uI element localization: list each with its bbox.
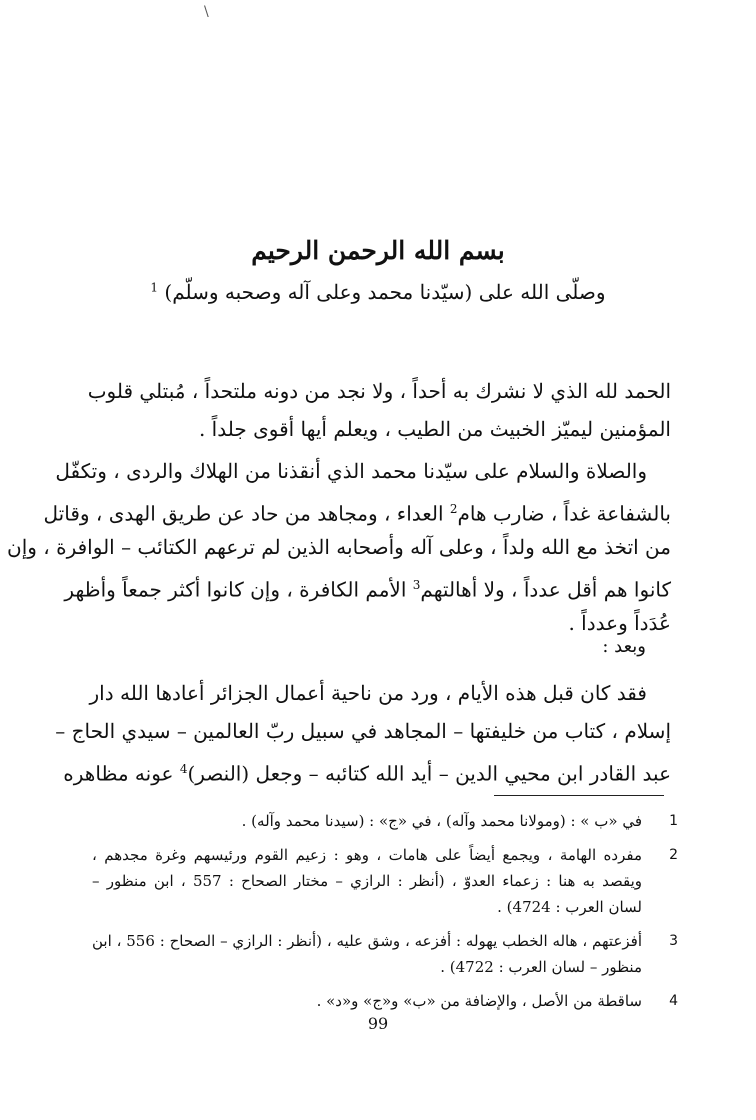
footnote-line: مفرده الهامة ، ويجمع أيضاً على هامات ، وهو : زعيم القوم ورئيسهم وغرة مجدهم ، (92, 846, 642, 864)
footnote-3 (92, 928, 678, 980)
footnote-4 (92, 988, 678, 1014)
footnote-number: 2 (669, 847, 678, 863)
salawat-line (0, 280, 756, 304)
basmala-heading: بسم الله الرحمن الرحيم (251, 236, 505, 265)
footnote-marker-3: 3 (412, 578, 421, 592)
paragraph-line: والصلاة والسلام على سيّدنا محمد الذي أنقذنا من الهلاك والردى ، وتكفّل (55, 459, 647, 483)
footnote-2 (92, 842, 678, 920)
footnote-number: 1 (669, 813, 678, 829)
footnotes (92, 808, 678, 1022)
page-number: 99 (367, 1014, 389, 1033)
line-segment: عبد القادر ابن محيي الدين – أيد الله كتائبه – وجعل (النصر) (187, 761, 671, 786)
paragraph-line: المؤمنين ليميّز الخبيث من الطيب ، ويعلم أيها أقوى جلداً . (198, 417, 671, 441)
line-segment: عونه مظاهره (63, 761, 180, 786)
line-segment: بالشفاعة غداً ، ضارب هام (457, 501, 671, 526)
line-segment: كانوا هم أقل عدداً ، ولا أهالتهم (420, 577, 671, 602)
footnote-line: ساقطة من الأصل ، والإضافة من «ب» و«ج» و«د» . (316, 992, 642, 1010)
paragraph-line (43, 490, 671, 528)
footnote-line: منظور – لسان العرب : 4722) . (440, 958, 642, 976)
paragraph-line: من اتخذ مع الله ولداً ، وعلى آله وأصحابه الذين لم ترعهم الكتائب – الوافرة ، وإن (7, 535, 671, 559)
footnote-separator (494, 795, 664, 796)
footnote-line: أفزعتهم ، هاله الخطب يهوله : أفزعه ، وشق عليه ، (أنظر : الرازي – الصحاح : 556 ، ابن (92, 932, 643, 950)
paragraph-letter (55, 674, 671, 788)
paragraph-hamd (87, 372, 671, 448)
footnote-line: في «ب » : (ومولانا محمد وآله) ، في «ج» : (سيدنا محمد وآله) . (241, 812, 642, 830)
line-segment: الأمم الكافرة ، وإن كانوا أكثر جمعاً وأظهر (64, 577, 413, 602)
footnote-number: 4 (669, 993, 678, 1009)
footnote-marker-1: 1 (150, 280, 159, 295)
paragraph-line: الحمد لله الذي لا نشرك به أحداً ، ولا نجد من دونه ملتحداً ، مُبتلي قلوب (87, 379, 671, 403)
footnote-line: لسان العرب : 4724) . (497, 898, 642, 916)
footnote-marker-2: 2 (449, 502, 458, 516)
line-segment: العداء ، ومجاهد من حاد عن طريق الهدى ، وقاتل (43, 501, 450, 526)
salawat-text: وصلّى الله على (سيّدنا محمد وعلى آله وصحبه وسلّم) (164, 280, 606, 304)
paragraph-line: عُدَداً وعدداً . (568, 611, 671, 635)
paragraph-line: فقد كان قبل هذه الأيام ، ورد من ناحية أعمال الجزائر أعادها الله دار (89, 681, 647, 705)
footnote-1 (92, 808, 678, 834)
paragraph-line (63, 750, 671, 788)
paragraph-salat (7, 452, 671, 642)
footnote-line: ويقصد به هنا : زعماء العدوّ ، (أنظر : الرازي – مختار الصحاح : 557 ، ابن منظور – (92, 872, 642, 890)
scan-speck-mark: \ (204, 4, 209, 20)
footnote-number: 3 (669, 933, 678, 949)
paragraph-line: إسلام ، كتاب من خليفتها – المجاهد في سبيل ربّ العالمين – سيدي الحاج – (55, 719, 671, 743)
wabaad-heading: وبعد : (602, 636, 646, 657)
paragraph-line (64, 566, 671, 604)
footnote-marker-4: 4 (179, 762, 188, 776)
